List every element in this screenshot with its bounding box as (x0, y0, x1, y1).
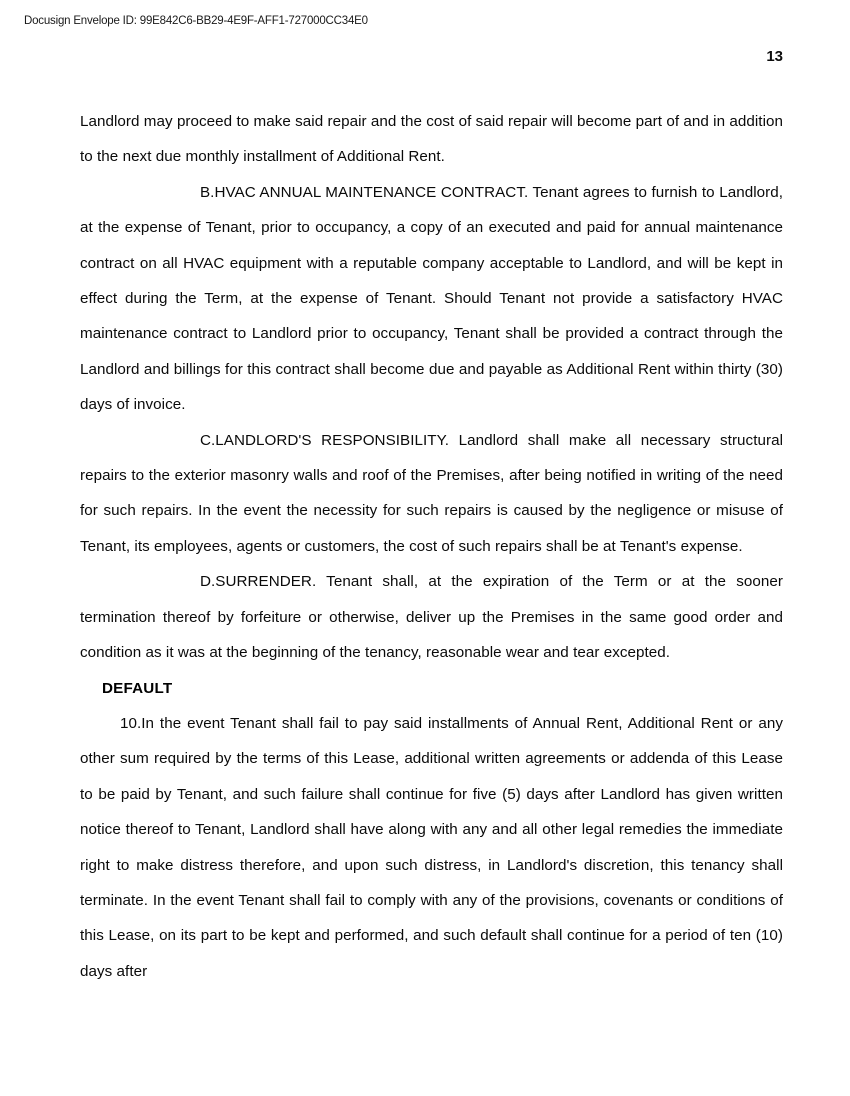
document-body (80, 104, 783, 989)
docusign-envelope-id: Docusign Envelope ID: 99E842C6-BB29-4E9F-AFF1-727000CC34E0 (24, 15, 368, 27)
section-c (80, 423, 783, 565)
paragraph-continuation: Landlord may proceed to make said repair and the cost of said repair will become part of and in addition to the next due monthly installment of Additional Rent. (80, 113, 783, 166)
section-c-letter: C. (200, 431, 216, 449)
section-b-text: HVAC ANNUAL MAINTENANCE CONTRACT. Tenant agrees to furnish to Landlord, at the expense of Tenant, prior to occupancy, a copy of an executed and paid for annual maintenance contract on all HVAC equipment with a reputable company acceptable to Landlord, and will be kept in effect during the Term, at the expense of Tenant. Should Tenant not provide a satisfactory HVAC maintenance contract to Landlord prior to occupancy, Tenant shall be provided a contract through the Landlord and billings for this contract shall become due and payable as Additional Rent within thirty (30) days of invoice. (80, 183, 783, 414)
clause-10 (80, 706, 783, 989)
section-d-text: SURRENDER. Tenant shall, at the expiration of the Term or at the sooner termination thereof by forfeiture or otherwise, deliver up the Premises in the same good order and condition as it was at the beginning of the tenancy, reasonable wear and tear excepted. (80, 573, 783, 662)
section-c-text: LANDLORD'S RESPONSIBILITY. Landlord shall make all necessary structural repairs to the exterior masonry walls and roof of the Premises, after being notified in writing of the need for such repairs. In the event the necessity for such repairs is caused by the negligence or misuse of Tenant, its employees, agents or customers, the cost of such repairs shall be at Tenant's expense. (80, 431, 783, 555)
default-heading: DEFAULT (102, 679, 173, 697)
clause-10-text: In the event Tenant shall fail to pay said installments of Annual Rent, Additional Rent or any other sum required by the terms of this Lease, additional written agreements or addenda of this Lease to be paid by Tenant, and such failure shall continue for five (5) days after Landlord has given written notice thereof to Tenant, Landlord shall have along with any and all other legal remedies the immediate right to make distress therefore, and upon such distress, in Landlord's discretion, this tenancy shall terminate. In the event Tenant shall fail to comply with any of the provisions, covenants or conditions of this Lease, on its part to be kept and performed, and such default shall continue for a period of ten (10) days after (80, 714, 783, 980)
section-d-letter: D. (200, 573, 216, 591)
section-b-letter: B. (200, 183, 215, 201)
page-number: 13 (766, 48, 783, 65)
clause-10-number: 10. (120, 714, 142, 732)
section-d (80, 564, 783, 670)
section-b (80, 175, 783, 423)
